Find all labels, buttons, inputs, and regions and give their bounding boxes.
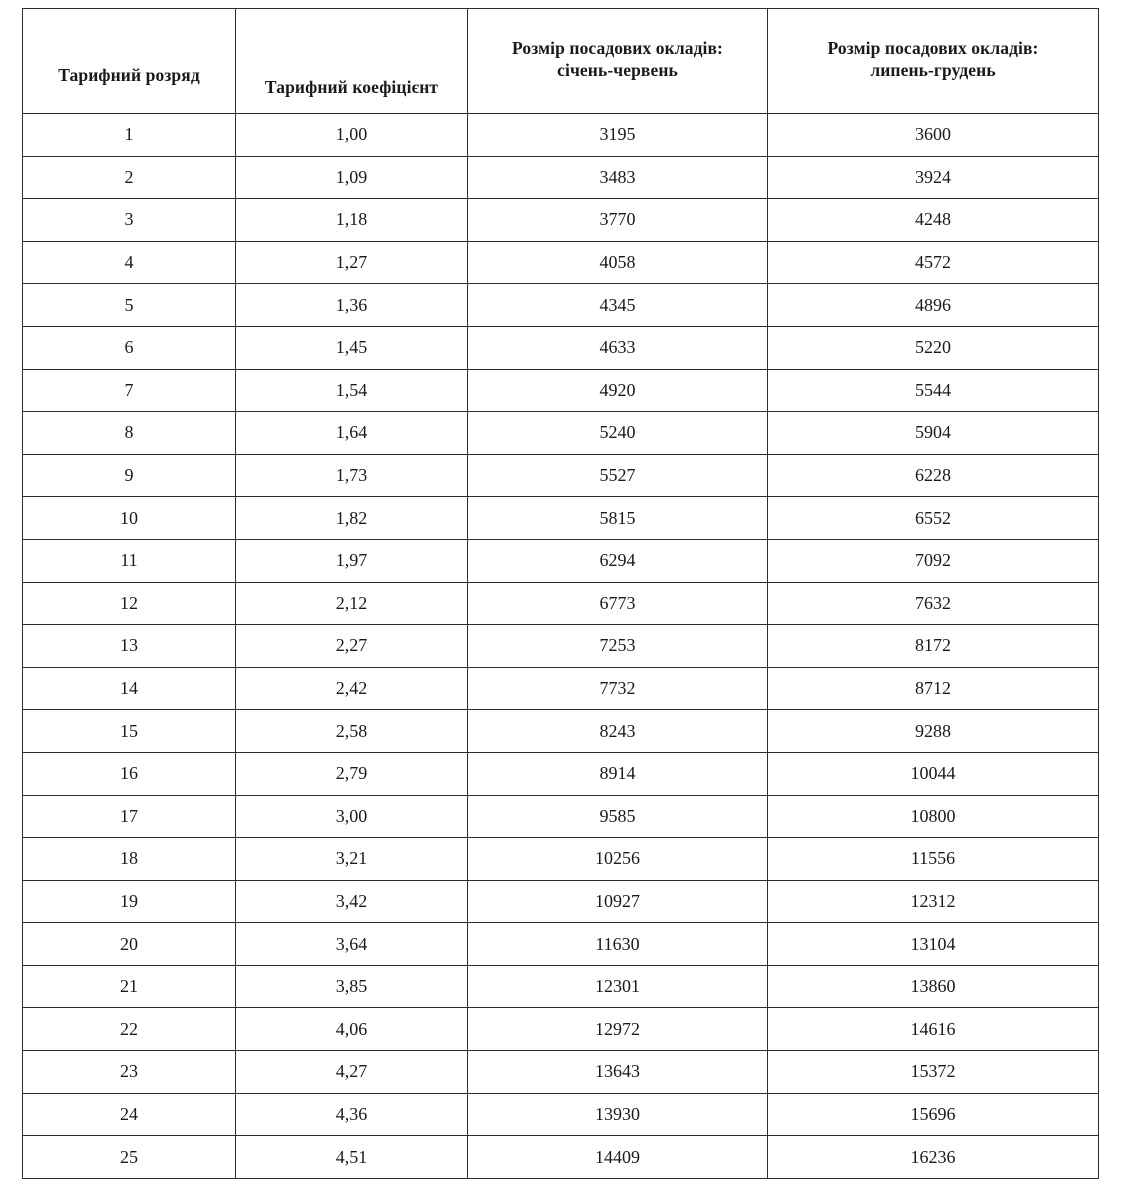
table-row (23, 1008, 1099, 1051)
table-header (23, 9, 1099, 114)
cell-tariff-coefficient: 3,00 (236, 795, 468, 838)
table-row (23, 369, 1099, 412)
cell-salary-jul-dec: 5904 (768, 412, 1099, 455)
cell-tariff-coefficient: 3,85 (236, 965, 468, 1008)
table-row (23, 284, 1099, 327)
cell-salary-jul-dec: 10044 (768, 752, 1099, 795)
cell-salary-jan-jun: 4058 (468, 241, 768, 284)
cell-tariff-rank: 10 (23, 497, 236, 540)
cell-salary-jan-jun: 8914 (468, 752, 768, 795)
table-row (23, 454, 1099, 497)
cell-salary-jul-dec: 4248 (768, 199, 1099, 242)
cell-tariff-rank: 2 (23, 156, 236, 199)
cell-salary-jan-jun: 12301 (468, 965, 768, 1008)
cell-tariff-coefficient: 1,27 (236, 241, 468, 284)
cell-salary-jul-dec: 16236 (768, 1136, 1099, 1179)
table-row (23, 625, 1099, 668)
cell-salary-jul-dec: 14616 (768, 1008, 1099, 1051)
cell-salary-jan-jun: 13930 (468, 1093, 768, 1136)
cell-salary-jan-jun: 4345 (468, 284, 768, 327)
table-row (23, 326, 1099, 369)
cell-tariff-coefficient: 1,36 (236, 284, 468, 327)
cell-tariff-coefficient: 2,12 (236, 582, 468, 625)
cell-salary-jan-jun: 3195 (468, 114, 768, 157)
column-header-salary-jul-dec-line2: липень-грудень (870, 60, 996, 80)
cell-salary-jul-dec: 5544 (768, 369, 1099, 412)
cell-tariff-rank: 15 (23, 710, 236, 753)
table-row (23, 1051, 1099, 1094)
table-row (23, 199, 1099, 242)
cell-salary-jul-dec: 3600 (768, 114, 1099, 157)
table-row (23, 156, 1099, 199)
table-row (23, 667, 1099, 710)
cell-salary-jul-dec: 7632 (768, 582, 1099, 625)
cell-salary-jan-jun: 10927 (468, 880, 768, 923)
cell-tariff-rank: 13 (23, 625, 236, 668)
cell-salary-jul-dec: 8712 (768, 667, 1099, 710)
column-header-coefficient-line1: Тарифний коефіцієнт (264, 77, 439, 98)
cell-salary-jul-dec: 11556 (768, 838, 1099, 881)
cell-tariff-rank: 11 (23, 539, 236, 582)
table-row (23, 710, 1099, 753)
cell-salary-jul-dec: 7092 (768, 539, 1099, 582)
cell-salary-jan-jun: 14409 (468, 1136, 768, 1179)
cell-tariff-coefficient: 1,54 (236, 369, 468, 412)
cell-tariff-rank: 17 (23, 795, 236, 838)
cell-salary-jan-jun: 5815 (468, 497, 768, 540)
cell-tariff-coefficient: 4,06 (236, 1008, 468, 1051)
column-header-salary-jul-dec (768, 9, 1099, 114)
cell-salary-jan-jun: 7253 (468, 625, 768, 668)
cell-salary-jul-dec: 4896 (768, 284, 1099, 327)
cell-salary-jan-jun: 3483 (468, 156, 768, 199)
cell-tariff-coefficient: 1,64 (236, 412, 468, 455)
cell-salary-jul-dec: 12312 (768, 880, 1099, 923)
cell-salary-jan-jun: 6773 (468, 582, 768, 625)
cell-tariff-rank: 8 (23, 412, 236, 455)
cell-tariff-coefficient: 4,36 (236, 1093, 468, 1136)
cell-salary-jul-dec: 6552 (768, 497, 1099, 540)
cell-tariff-coefficient: 3,42 (236, 880, 468, 923)
cell-tariff-coefficient: 2,27 (236, 625, 468, 668)
cell-tariff-rank: 21 (23, 965, 236, 1008)
cell-tariff-rank: 6 (23, 326, 236, 369)
cell-tariff-rank: 3 (23, 199, 236, 242)
cell-tariff-rank: 4 (23, 241, 236, 284)
cell-tariff-rank: 16 (23, 752, 236, 795)
cell-tariff-coefficient: 4,51 (236, 1136, 468, 1179)
table-body (23, 114, 1099, 1179)
cell-salary-jan-jun: 7732 (468, 667, 768, 710)
cell-salary-jan-jun: 13643 (468, 1051, 768, 1094)
table-row (23, 838, 1099, 881)
cell-salary-jul-dec: 13860 (768, 965, 1099, 1008)
cell-tariff-rank: 14 (23, 667, 236, 710)
table-row (23, 1093, 1099, 1136)
cell-tariff-coefficient: 4,27 (236, 1051, 468, 1094)
table-row (23, 795, 1099, 838)
cell-tariff-coefficient: 2,42 (236, 667, 468, 710)
salary-grades-table (22, 8, 1099, 1179)
cell-tariff-coefficient: 1,18 (236, 199, 468, 242)
cell-tariff-coefficient: 1,73 (236, 454, 468, 497)
column-header-salary-jan-jun-line1: Розмір посадових окладів: (512, 38, 723, 59)
cell-tariff-rank: 24 (23, 1093, 236, 1136)
column-header-salary-jan-jun-line2: січень-червень (557, 60, 678, 80)
cell-tariff-rank: 1 (23, 114, 236, 157)
column-header-rank-line1: Тарифний розряд (58, 65, 200, 86)
cell-tariff-coefficient: 1,09 (236, 156, 468, 199)
cell-tariff-rank: 25 (23, 1136, 236, 1179)
cell-salary-jul-dec: 3924 (768, 156, 1099, 199)
cell-salary-jan-jun: 5240 (468, 412, 768, 455)
cell-tariff-rank: 22 (23, 1008, 236, 1051)
cell-tariff-coefficient: 1,45 (236, 326, 468, 369)
cell-salary-jul-dec: 8172 (768, 625, 1099, 668)
cell-salary-jan-jun: 5527 (468, 454, 768, 497)
cell-salary-jul-dec: 4572 (768, 241, 1099, 284)
column-header-coefficient (236, 9, 468, 114)
cell-salary-jan-jun: 11630 (468, 923, 768, 966)
cell-tariff-coefficient: 1,82 (236, 497, 468, 540)
cell-tariff-rank: 20 (23, 923, 236, 966)
cell-salary-jul-dec: 9288 (768, 710, 1099, 753)
cell-tariff-rank: 7 (23, 369, 236, 412)
cell-salary-jan-jun: 12972 (468, 1008, 768, 1051)
cell-salary-jan-jun: 6294 (468, 539, 768, 582)
cell-tariff-rank: 12 (23, 582, 236, 625)
cell-salary-jan-jun: 4920 (468, 369, 768, 412)
cell-salary-jan-jun: 10256 (468, 838, 768, 881)
cell-salary-jul-dec: 13104 (768, 923, 1099, 966)
table-row (23, 880, 1099, 923)
table-row (23, 582, 1099, 625)
table-row (23, 497, 1099, 540)
cell-tariff-coefficient: 2,79 (236, 752, 468, 795)
cell-salary-jul-dec: 6228 (768, 454, 1099, 497)
cell-salary-jan-jun: 8243 (468, 710, 768, 753)
cell-salary-jan-jun: 4633 (468, 326, 768, 369)
cell-tariff-coefficient: 1,00 (236, 114, 468, 157)
column-header-salary-jul-dec-line1: Розмір посадових окладів: (827, 38, 1039, 59)
cell-salary-jul-dec: 5220 (768, 326, 1099, 369)
cell-salary-jul-dec: 10800 (768, 795, 1099, 838)
cell-tariff-rank: 23 (23, 1051, 236, 1094)
cell-salary-jan-jun: 9585 (468, 795, 768, 838)
cell-tariff-rank: 19 (23, 880, 236, 923)
cell-salary-jul-dec: 15372 (768, 1051, 1099, 1094)
table-row (23, 539, 1099, 582)
cell-salary-jan-jun: 3770 (468, 199, 768, 242)
cell-tariff-coefficient: 1,97 (236, 539, 468, 582)
table-row (23, 752, 1099, 795)
table-row (23, 1136, 1099, 1179)
column-header-salary-jan-jun (468, 9, 768, 114)
cell-tariff-rank: 5 (23, 284, 236, 327)
cell-tariff-rank: 18 (23, 838, 236, 881)
cell-tariff-coefficient: 3,21 (236, 838, 468, 881)
table-header-row (23, 9, 1099, 114)
cell-tariff-rank: 9 (23, 454, 236, 497)
table-row (23, 412, 1099, 455)
cell-tariff-coefficient: 3,64 (236, 923, 468, 966)
column-header-rank (23, 9, 236, 114)
table-row (23, 241, 1099, 284)
table-row (23, 923, 1099, 966)
cell-salary-jul-dec: 15696 (768, 1093, 1099, 1136)
cell-tariff-coefficient: 2,58 (236, 710, 468, 753)
table-row (23, 965, 1099, 1008)
table-row (23, 114, 1099, 157)
